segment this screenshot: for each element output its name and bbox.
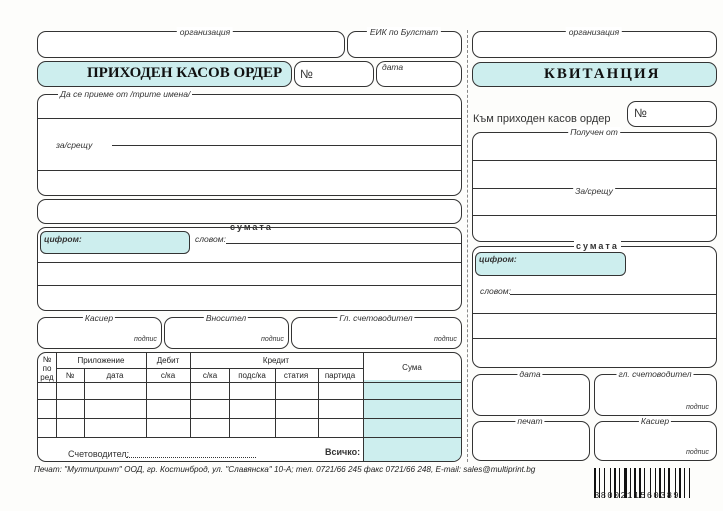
total-label: Всичко: [325, 447, 361, 457]
receipt-digits-label: цифром: [479, 254, 517, 264]
col-credit-batch: партида [324, 371, 356, 380]
col-attachment: Приложение [77, 356, 125, 365]
col-credit-item: статия [283, 371, 309, 380]
receipt-date-label: дата [519, 369, 541, 379]
col-sum: Сума [402, 363, 422, 372]
order-date-label: дата [382, 62, 404, 72]
receipt-sum-label: сумата [576, 241, 619, 251]
eik-label: ЕИК по Булстат [367, 27, 441, 37]
order-number-label: № [300, 67, 313, 81]
to-order-label: Към приходен касов ордер [473, 113, 611, 125]
extra-line-field[interactable] [37, 199, 462, 224]
barcode-number: 3800211560389 [594, 491, 680, 501]
receipt-organization-label: организация [566, 27, 622, 37]
receipt-received-from-label: Получен от [570, 127, 618, 137]
depositor-label: Вносител [205, 313, 247, 323]
received-from-label: Да се приеме от /трите имена/ [60, 89, 191, 99]
col-credit: Кредит [262, 356, 290, 365]
col-credit-subaccount: подс/ка [238, 371, 266, 380]
depositor-signature-label: подпис [261, 336, 284, 343]
barcode-bar [689, 468, 690, 498]
receipt-chief-signature-label: подпис [686, 404, 709, 411]
col-debit-account: с/ка [160, 371, 176, 380]
receipt-date-box[interactable] [472, 374, 590, 416]
printer-footer: Печат: "Мултипринт" ООД, гр. Костинброд, ул. "Славянска" 10-А; тел. 0721/66 245 факс 0721/66 248, E-mail: sales@multiprint.bg [34, 465, 536, 474]
words-label: словом: [195, 234, 226, 244]
receipt-stamp-box[interactable] [472, 421, 590, 461]
receipt-chief-accountant-label: гл. счетоводител [618, 369, 692, 379]
perforation-line [467, 30, 468, 462]
col-credit-account: с/ка [202, 371, 218, 380]
receipt-title: КВИТАНЦИЯ [544, 66, 661, 82]
digits-label: цифром: [44, 234, 82, 244]
barcode-bar [691, 468, 693, 498]
receipt-number-label: № [634, 106, 647, 120]
receipt-words-label: словом: [480, 286, 511, 296]
cashier-label: Касиер [84, 313, 114, 323]
barcode-bar [684, 468, 685, 498]
accountant-label: Счетоводител: [68, 449, 130, 459]
receipt-against-label: За/срещу [575, 186, 613, 196]
cashier-signature-label: подпис [134, 336, 157, 343]
against-label: за/срещу [56, 140, 93, 150]
order-title: ПРИХОДЕН КАСОВ ОРДЕР [87, 65, 283, 81]
receipt-cashier-signature-label: подпис [686, 449, 709, 456]
col-attachment-no: № [65, 371, 75, 380]
organization-label: организация [177, 27, 233, 37]
barcode-bar [682, 468, 683, 498]
sum-label: сумата [230, 222, 273, 232]
col-debit: Дебит [156, 356, 180, 365]
chief-accountant-signature-label: подпис [434, 336, 457, 343]
barcode-bar [686, 468, 688, 498]
chief-accountant-label: Гл. счетоводител [339, 313, 413, 323]
receipt-stamp-label: печат [517, 416, 543, 426]
col-row-number: № по ред [40, 355, 54, 382]
col-attachment-date: дата [106, 371, 124, 380]
receipt-cashier-label: Касиер [640, 416, 670, 426]
